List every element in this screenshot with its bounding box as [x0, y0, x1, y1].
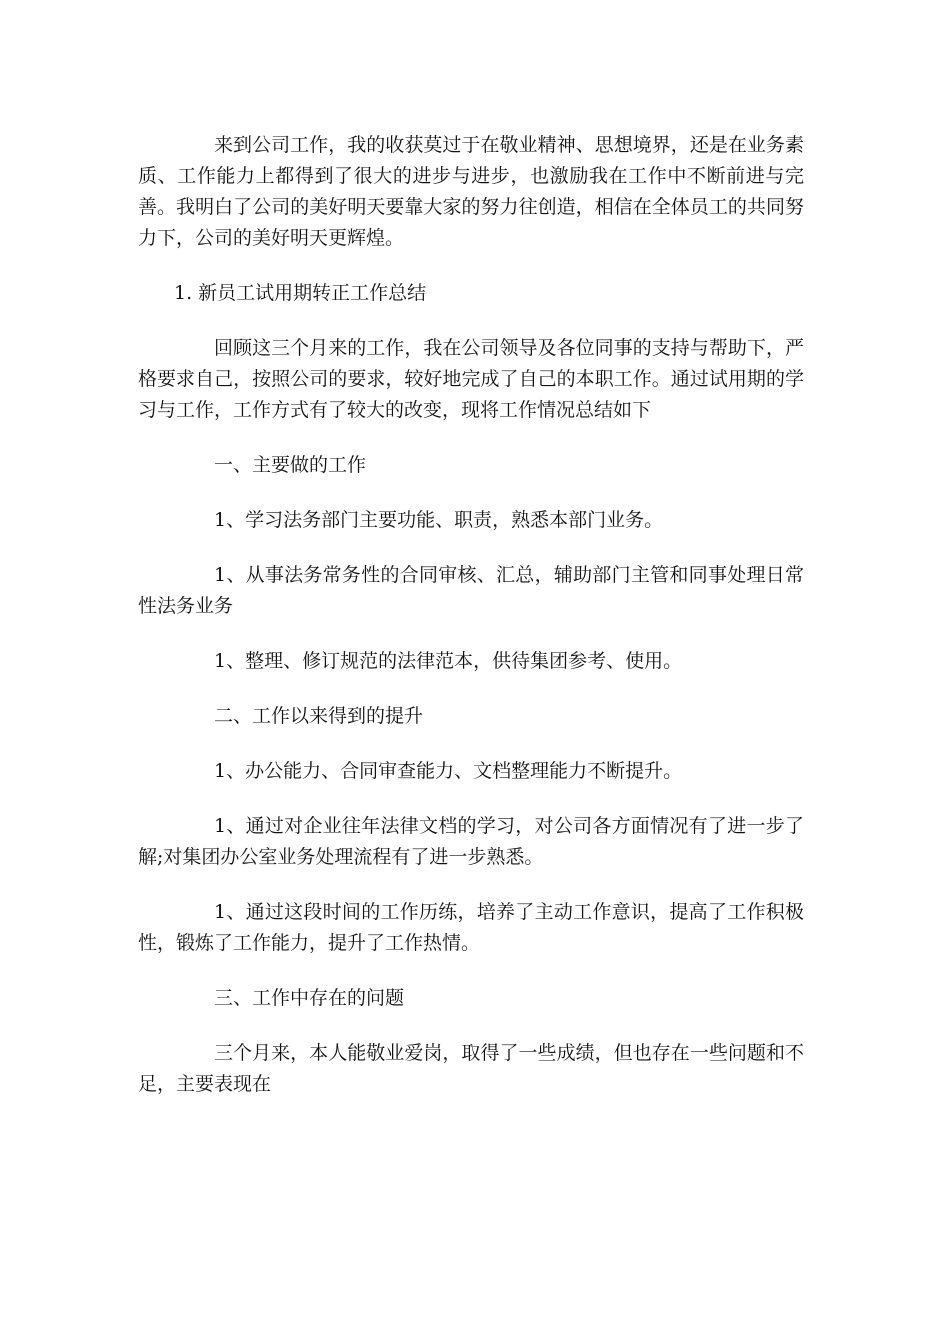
list-item: 1、学习法务部门主要功能、职责，熟悉本部门业务。 — [214, 509, 664, 531]
list-item: 1、从事法务常务性的合同审核、汇总，辅助部门主管和同事处理日常性法务业务 — [138, 564, 804, 617]
heading-improvement: 二、工作以来得到的提升 — [214, 705, 424, 727]
paragraph-problems: 三个月来，本人能敬业爱岗，取得了一些成绩，但也存在一些问题和不足，主要表现在 — [138, 1042, 804, 1095]
list-item: 1、通过这段时间的工作历练，培养了主动工作意识，提高了工作积极性，锻炼了工作能力，提升了工作热情。 — [138, 901, 804, 954]
heading-main-work: 一、主要做的工作 — [214, 454, 367, 476]
heading-problems: 三、工作中存在的问题 — [214, 987, 405, 1009]
document-body — [138, 130, 804, 1124]
paragraph-review: 回顾这三个月来的工作，我在公司领导及各位同事的支持与帮助下，严格要求自己，按照公司的要求，较好地完成了自己的本职工作。通过试用期的学习与工作，工作方式有了较大的改变，现将工作情况总结如下 — [138, 337, 804, 421]
list-item: 1、整理、修订规范的法律范本，供待集团参考、使用。 — [214, 650, 683, 672]
section-title: 1. 新员工试用期转正工作总结 — [174, 282, 427, 304]
paragraph-intro: 来到公司工作，我的收获莫过于在敬业精神、思想境界，还是在业务素质、工作能力上都得到了很大的进步与进步，也激励我在工作中不断前进与完善。我明白了公司的美好明天要靠大家的努力往创造，相信在全体员工的共同努力下，公司的美好明天更辉煌。 — [138, 134, 804, 249]
list-item: 1、办公能力、合同审查能力、文档整理能力不断提升。 — [214, 760, 683, 782]
list-item: 1、通过对企业往年法律文档的学习，对公司各方面情况有了进一步了解;对集团办公室业务处理流程有了进一步熟悉。 — [138, 815, 804, 868]
